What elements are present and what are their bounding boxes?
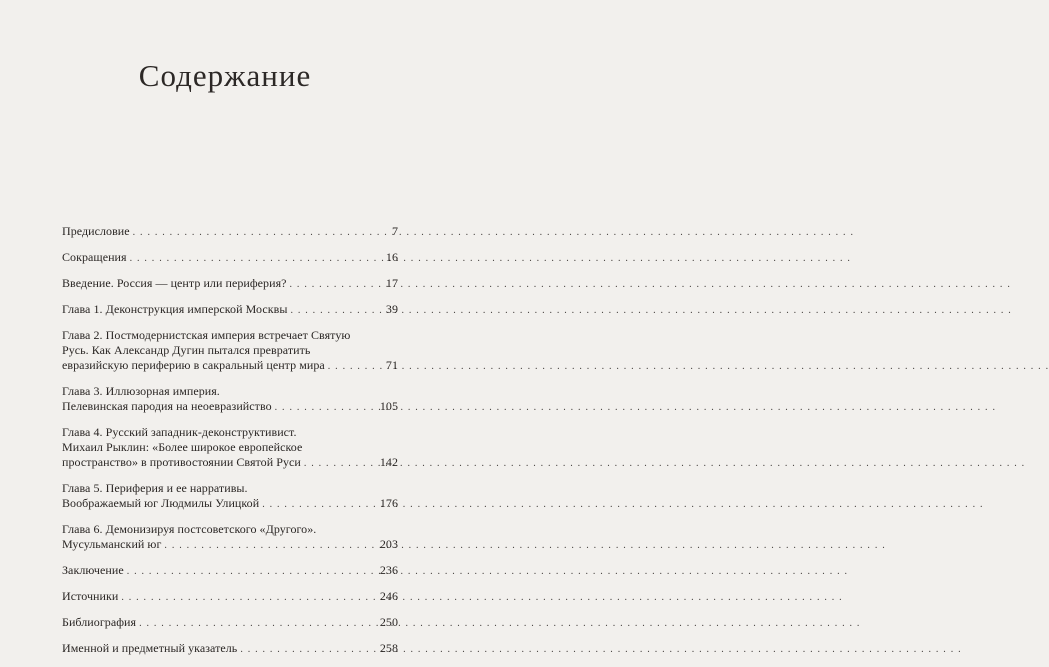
toc-page-number: 246 bbox=[379, 589, 398, 603]
dot-leader bbox=[164, 538, 376, 553]
toc-entry[interactable] bbox=[62, 384, 398, 415]
dot-leader bbox=[328, 359, 383, 374]
toc-entry-text: Предисловие bbox=[62, 224, 130, 238]
toc-entry-line bbox=[62, 425, 398, 440]
dot-leader bbox=[240, 642, 377, 657]
toc-entry[interactable] bbox=[62, 589, 398, 605]
toc-page-number: 7 bbox=[391, 224, 398, 238]
dot-leader bbox=[133, 225, 389, 240]
toc-entry-text: Глава 2. Постмодернистская империя встречает Святую bbox=[62, 328, 351, 342]
toc-entry-line bbox=[62, 615, 398, 631]
toc-page-number: 17 bbox=[385, 276, 398, 290]
toc-entry[interactable] bbox=[62, 425, 398, 471]
toc-entry-line bbox=[62, 358, 398, 374]
toc-entry-text: Библиография bbox=[62, 615, 137, 629]
toc-entry-line bbox=[62, 589, 398, 605]
toc-entry[interactable] bbox=[62, 641, 398, 657]
toc-entry[interactable] bbox=[62, 615, 398, 631]
toc-entry-line bbox=[62, 563, 398, 579]
toc-entry-line bbox=[62, 399, 398, 415]
toc-page-number: 71 bbox=[385, 358, 398, 372]
toc-entry-line bbox=[62, 440, 398, 455]
dot-leader bbox=[127, 564, 377, 579]
toc-entry-text: Именной и предметный указатель bbox=[62, 641, 238, 655]
dot-leader bbox=[121, 590, 376, 605]
toc-entry-line bbox=[62, 328, 398, 343]
toc-entry-text: Глава 6. Демонизируя постсоветского «Другого». bbox=[62, 522, 317, 536]
toc-entry-text: Глава 3. Иллюзорная империя. bbox=[62, 384, 220, 398]
toc-entry-text: Мусульманский юг bbox=[62, 537, 162, 551]
toc-entry-text: Михаил Рыклин: «Более широкое европейское bbox=[62, 440, 303, 454]
toc-entry[interactable] bbox=[62, 302, 398, 318]
toc-entry[interactable] bbox=[62, 250, 398, 266]
toc-entry-text: Глава 1. Деконструкция имперской Москвы bbox=[62, 302, 288, 316]
toc-entry[interactable] bbox=[62, 276, 398, 292]
toc-page-number: 39 bbox=[385, 302, 398, 316]
toc-entry[interactable] bbox=[62, 563, 398, 579]
page-title: Содержание bbox=[138, 58, 312, 93]
dot-leader bbox=[139, 616, 377, 631]
toc-page-number: 142 bbox=[379, 455, 398, 469]
toc-page-number: 258 bbox=[379, 641, 398, 655]
toc-page-number: 16 bbox=[385, 250, 398, 264]
toc-entry[interactable] bbox=[62, 224, 398, 240]
toc-entry-text: Русь. Как Александр Дугин пытался превратить bbox=[62, 343, 311, 357]
dot-leader bbox=[130, 251, 383, 266]
dot-leader bbox=[290, 277, 383, 292]
table-of-contents bbox=[62, 224, 398, 667]
toc-entry-text: евразийскую периферию в сакральный центр мира bbox=[62, 358, 325, 372]
dot-leader bbox=[262, 497, 377, 512]
toc-page-number: 176 bbox=[379, 496, 398, 510]
toc-entry-line bbox=[62, 481, 398, 496]
toc-entry-text: пространство» в противостоянии Святой Руси bbox=[62, 455, 301, 469]
toc-entry-text: Глава 5. Периферия и ее нарративы. bbox=[62, 481, 248, 495]
toc-entry-line bbox=[62, 496, 398, 512]
toc-entry[interactable] bbox=[62, 328, 398, 374]
toc-entry-line bbox=[62, 641, 398, 657]
toc-entry-line bbox=[62, 224, 398, 240]
dot-leader bbox=[304, 456, 377, 471]
toc-entry-line bbox=[62, 537, 398, 553]
toc-entry-text: Источники bbox=[62, 589, 119, 603]
toc-page-number: 250 bbox=[379, 615, 398, 629]
toc-entry-line bbox=[62, 343, 398, 358]
toc-page-number: 236 bbox=[379, 563, 398, 577]
toc-entry-line bbox=[62, 522, 398, 537]
toc-entry[interactable] bbox=[62, 522, 398, 553]
dot-leader bbox=[290, 303, 382, 318]
toc-entry-text: Введение. Россия — центр или периферия? bbox=[62, 276, 287, 290]
toc-entry-line bbox=[62, 302, 398, 318]
toc-entry-line bbox=[62, 250, 398, 266]
toc-entry-text: Пелевинская пародия на неоевразийство bbox=[62, 399, 272, 413]
toc-entry-text: Воображаемый юг Людмилы Улицкой bbox=[62, 496, 260, 510]
toc-page-number: 203 bbox=[379, 537, 398, 551]
dot-leader bbox=[275, 400, 377, 415]
toc-entry-text: Сокращения bbox=[62, 250, 127, 264]
toc-entry-text: Глава 4. Русский западник-деконструктивист. bbox=[62, 425, 297, 439]
toc-entry-line bbox=[62, 276, 398, 292]
toc-entry-text: Заключение bbox=[62, 563, 124, 577]
toc-page-number: 105 bbox=[379, 399, 398, 413]
toc-entry-line bbox=[62, 384, 398, 399]
toc-entry-line bbox=[62, 455, 398, 471]
toc-entry[interactable] bbox=[62, 481, 398, 512]
